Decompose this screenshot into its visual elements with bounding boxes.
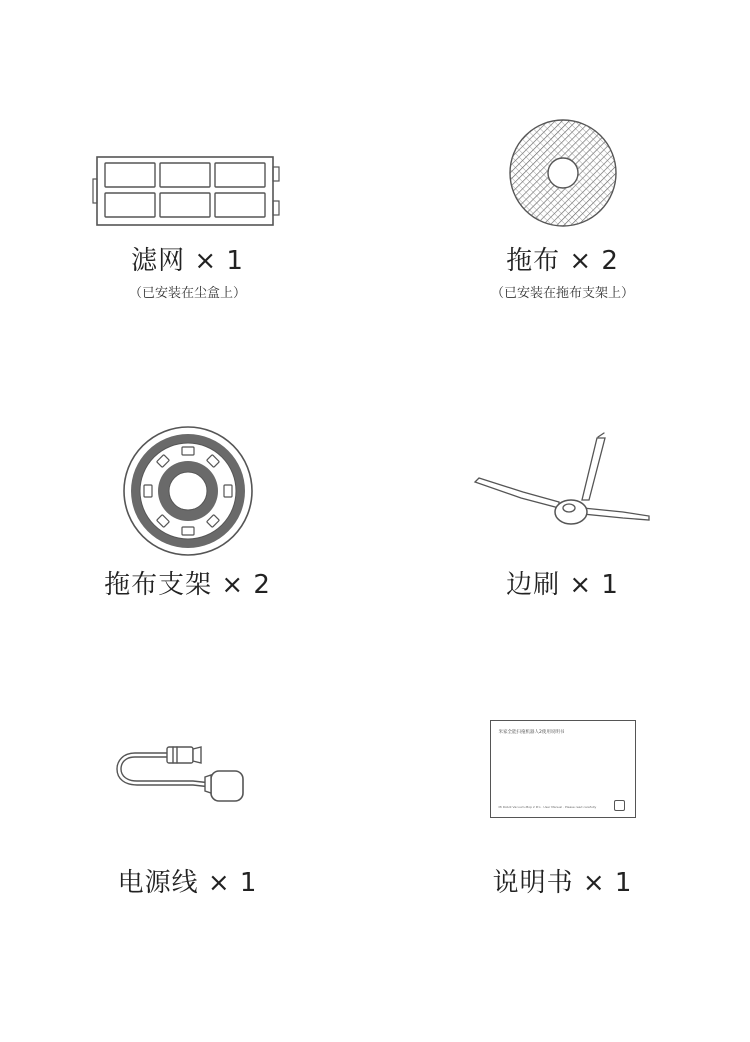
item-manual <box>375 630 750 930</box>
side-brush-illustration <box>375 430 750 530</box>
filter-icon <box>93 155 283 227</box>
power-cord-label: 电源线 × 1 <box>117 868 258 898</box>
mop-pad-note: （已安装在拖布支架上） <box>490 286 634 301</box>
mop-pad-illustration <box>375 118 750 228</box>
mop-bracket-icon <box>122 425 254 557</box>
mop-bracket-illustration <box>0 425 375 557</box>
filter-note: （已安装在尘盒上） <box>128 286 246 301</box>
power-cord-illustration <box>0 735 375 815</box>
side-brush-label: 边刷 × 1 <box>506 570 619 600</box>
item-filter <box>0 0 375 330</box>
mi-logo-icon <box>614 800 625 811</box>
filter-label: 滤网 × 1 <box>131 246 244 276</box>
item-mop-bracket <box>0 330 375 630</box>
filter-illustration <box>0 155 375 227</box>
item-mop-pad <box>375 0 750 330</box>
manual-booklet <box>490 720 636 818</box>
power-cord-icon <box>113 735 263 815</box>
manual-label: 说明书 × 1 <box>492 868 633 898</box>
manual-footer: Mi Robot Vacuum-Mop 2 Pro · User Manual · Please read carefully <box>498 805 597 809</box>
item-side-brush <box>375 330 750 630</box>
side-brush-icon <box>473 430 653 530</box>
manual-title: 米家全能扫拖机器人2使用说明书 <box>498 730 565 735</box>
manual-illustration <box>375 720 750 818</box>
mop-pad-label: 拖布 × 2 <box>506 246 619 276</box>
mop-bracket-label: 拖布支架 × 2 <box>104 570 271 600</box>
item-power-cord <box>0 630 375 930</box>
mop-pad-icon <box>508 118 618 228</box>
